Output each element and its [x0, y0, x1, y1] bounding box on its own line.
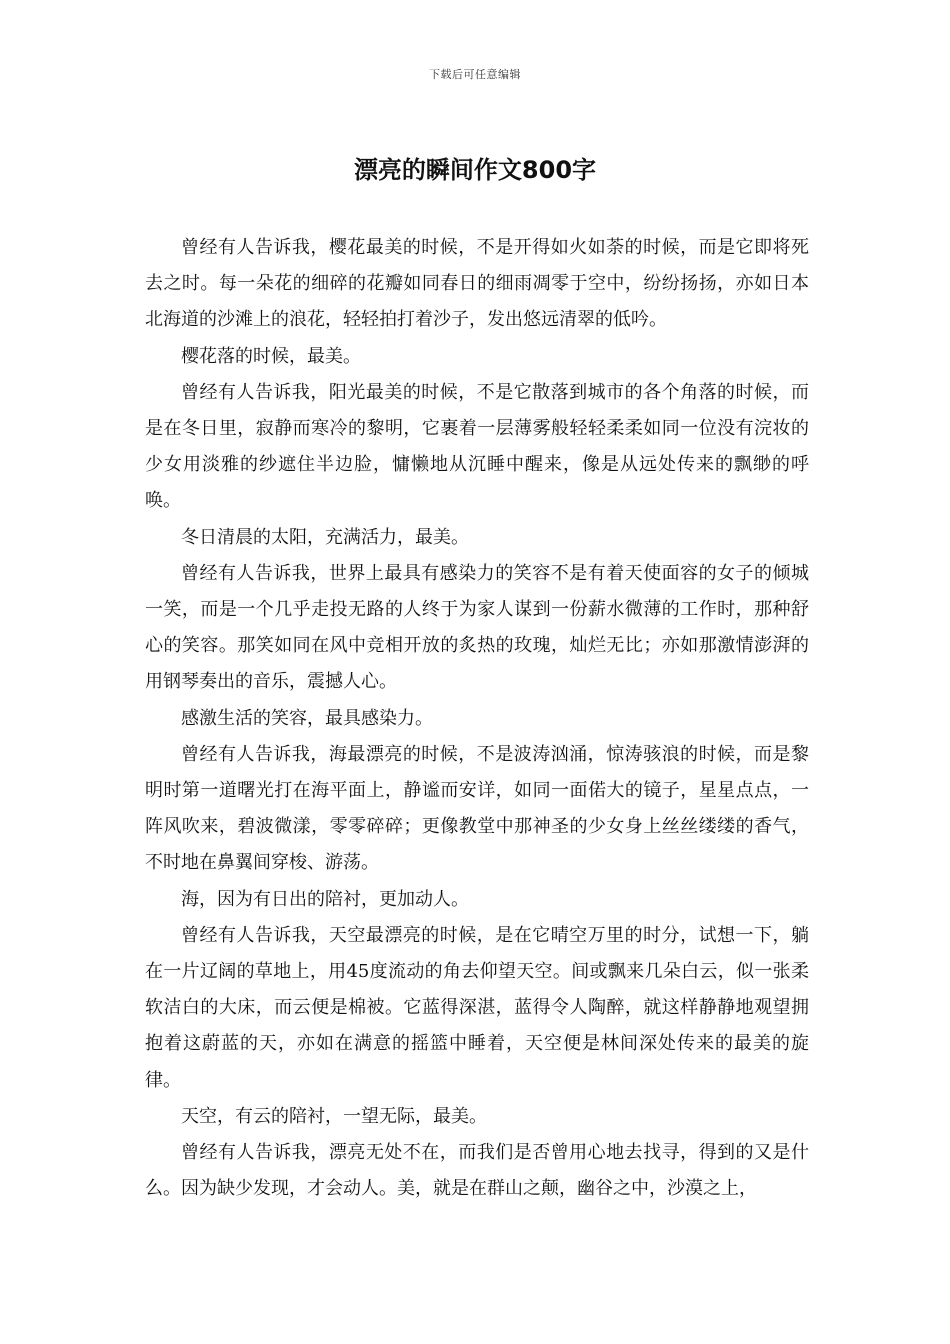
document-title: 漂亮的瞬间作文800字: [353, 156, 597, 184]
paragraph: 天空，有云的陪衬，一望无际，最美。: [181, 1105, 487, 1127]
paragraph: 曾经有人告诉我，漂亮无处不在，而我们是否曾用心地去找寻，得到的又是什么。因为缺少发现，才会动人。美，就是在群山之颠，幽谷之中，沙漠之上，: [145, 1142, 809, 1200]
paragraph: 曾经有人告诉我，阳光最美的时候，不是它散落到城市的各个角落的时候，而是在冬日里，寂静而寒冷的黎明，它裹着一层薄雾般轻轻柔柔如同一位没有浣妆的少女用淡雅的纱遮住半边脸，慵懒地从沉睡中醒来，像是从远处传来的飘缈的呼唤。: [145, 381, 809, 512]
paragraph: 曾经有人告诉我，海最漂亮的时候，不是波涛汹涌，惊涛骇浪的时候，而是黎明时第一道曙光打在海平面上，静谧而安详，如同一面偌大的镜子，星星点点，一阵风吹来，碧波微漾，零零碎碎；更像教堂中那神圣的少女身上丝丝缕缕的香气，不时地在鼻翼间穿梭、游荡。: [145, 743, 809, 874]
header-note: 下载后可任意编辑: [429, 68, 521, 81]
paragraph: 曾经有人告诉我，樱花最美的时候，不是开得如火如荼的时候，而是它即将死去之时。每一朵花的细碎的花瓣如同春日的细雨凋零于空中，纷纷扬扬，亦如日本北海道的沙滩上的浪花，轻轻拍打着沙子，发出悠远清翠的低吟。: [145, 237, 809, 331]
document-body: [145, 230, 809, 1207]
paragraph: 感激生活的笑容，最具感染力。: [181, 707, 433, 729]
paragraph: 曾经有人告诉我，天空最漂亮的时候，是在它晴空万里的时分，试想一下，躺在一片辽阔的草地上，用45度流动的角去仰望天空。间或飘来几朵白云，似一张柔软洁白的大床，而云便是棉被。它蓝得深湛，蓝得令人陶醉，就这样静静地观望拥抱着这蔚蓝的天，亦如在满意的摇篮中睡着，天空便是林间深处传来的最美的旋律。: [145, 924, 809, 1091]
paragraph: 曾经有人告诉我，世界上最具有感染力的笑容不是有着天使面容的女子的倾城一笑，而是一个几乎走投无路的人终于为家人谋到一份薪水微薄的工作时，那种舒心的笑容。那笑如同在风中竞相开放的炙热的玫瑰，灿烂无比；亦如那激情澎湃的用钢琴奏出的音乐，震撼人心。: [145, 562, 809, 693]
paragraph: 樱花落的时候，最美。: [181, 345, 361, 367]
paragraph: 冬日清晨的太阳，充满活力，最美。: [181, 526, 469, 548]
paragraph: 海，因为有日出的陪衬，更加动人。: [181, 888, 469, 910]
